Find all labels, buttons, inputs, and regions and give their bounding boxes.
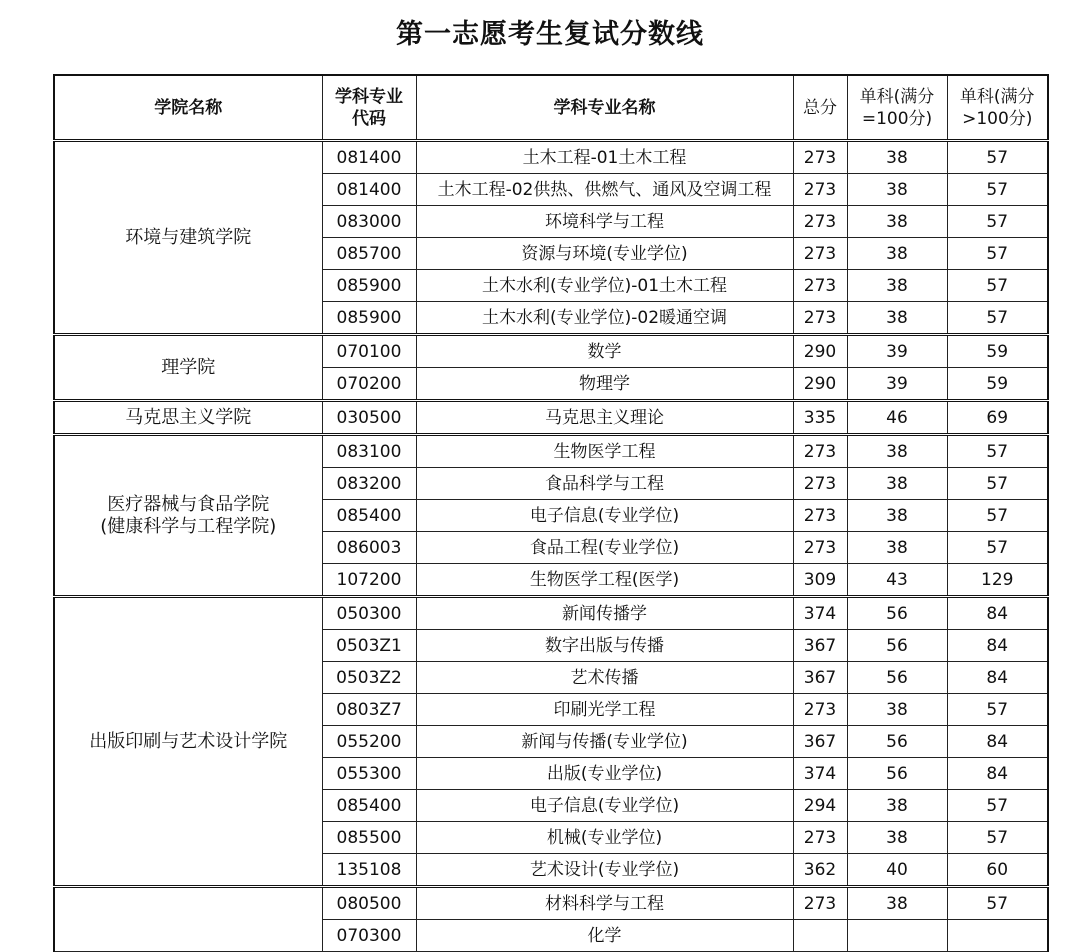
single-over-100-score-cell: 84 <box>947 662 1048 694</box>
single-over-100-score-cell: 59 <box>947 335 1048 368</box>
major-code-cell: 070300 <box>322 920 416 952</box>
single-over-100-score-cell: 57 <box>947 468 1048 500</box>
major-name-cell: 新闻传播学 <box>416 597 793 630</box>
total-score-cell: 273 <box>793 435 847 468</box>
total-score-cell: 273 <box>793 302 847 335</box>
total-score-cell: 273 <box>793 500 847 532</box>
single-over-100-score-cell: 129 <box>947 564 1048 597</box>
single-over-100-score-cell: 69 <box>947 401 1048 435</box>
single-over-100-score-cell: 57 <box>947 435 1048 468</box>
major-name-cell: 土木工程-02供热、供燃气、通风及空调工程 <box>416 174 793 206</box>
major-name-cell: 食品科学与工程 <box>416 468 793 500</box>
major-name-cell: 资源与环境(专业学位) <box>416 238 793 270</box>
major-name-cell: 物理学 <box>416 368 793 401</box>
single-100-score-cell: 38 <box>847 532 947 564</box>
college-name-cell <box>54 335 322 401</box>
major-name-cell: 土木水利(专业学位)-01土木工程 <box>416 270 793 302</box>
table-row <box>54 401 1048 435</box>
major-code-cell: 0503Z2 <box>322 662 416 694</box>
college-name-cell <box>54 401 322 435</box>
single-100-score-cell: 38 <box>847 887 947 920</box>
total-score-cell: 374 <box>793 597 847 630</box>
single-100-score-cell: 40 <box>847 854 947 887</box>
total-score-cell: 309 <box>793 564 847 597</box>
major-name-cell: 生物医学工程(医学) <box>416 564 793 597</box>
major-name-cell: 数学 <box>416 335 793 368</box>
total-score-cell: 367 <box>793 630 847 662</box>
major-code-cell: 135108 <box>322 854 416 887</box>
major-code-cell: 080500 <box>322 887 416 920</box>
total-score-cell: 273 <box>793 694 847 726</box>
total-score-cell: 367 <box>793 726 847 758</box>
single-over-100-score-cell: 57 <box>947 174 1048 206</box>
total-score-cell: 273 <box>793 532 847 564</box>
major-code-cell: 085400 <box>322 500 416 532</box>
total-score-cell: 335 <box>793 401 847 435</box>
major-code-cell: 0503Z1 <box>322 630 416 662</box>
college-name-cell <box>54 597 322 887</box>
major-name-cell: 出版(专业学位) <box>416 758 793 790</box>
single-100-score-cell: 38 <box>847 238 947 270</box>
major-name-cell: 食品工程(专业学位) <box>416 532 793 564</box>
major-name-cell: 电子信息(专业学位) <box>416 790 793 822</box>
single-100-score-cell: 38 <box>847 822 947 854</box>
single-100-score-cell: 38 <box>847 174 947 206</box>
major-code-cell: 085500 <box>322 822 416 854</box>
college-name-line: 理学院 <box>161 356 216 378</box>
single-over-100-score-cell <box>947 920 1048 952</box>
total-score-cell <box>793 920 847 952</box>
major-code-cell: 070200 <box>322 368 416 401</box>
single-100-score-cell: 56 <box>847 662 947 694</box>
total-score-cell: 273 <box>793 206 847 238</box>
single-over-100-score-cell: 57 <box>947 694 1048 726</box>
single-100-score-cell: 38 <box>847 790 947 822</box>
total-score-cell: 294 <box>793 790 847 822</box>
single-over-100-score-cell: 57 <box>947 206 1048 238</box>
major-name-cell: 化学 <box>416 920 793 952</box>
table-body <box>54 141 1048 952</box>
single-over-100-score-cell: 57 <box>947 790 1048 822</box>
college-name-line: 环境与建筑学院 <box>125 226 252 248</box>
total-score-cell: 362 <box>793 854 847 887</box>
college-name-cell <box>54 141 322 335</box>
single-over-100-score-cell: 57 <box>947 532 1048 564</box>
major-name-cell: 土木水利(专业学位)-02暖通空调 <box>416 302 793 335</box>
total-score-cell: 374 <box>793 758 847 790</box>
single-over-100-score-cell: 84 <box>947 758 1048 790</box>
single-100-score-cell: 38 <box>847 694 947 726</box>
header-single-100-line1: 单科(满分 <box>859 86 935 107</box>
college-name-cell <box>54 887 322 952</box>
major-name-cell: 环境科学与工程 <box>416 206 793 238</box>
major-name-cell: 材料科学与工程 <box>416 887 793 920</box>
single-100-score-cell: 38 <box>847 270 947 302</box>
total-score-cell: 273 <box>793 468 847 500</box>
major-name-cell: 数字出版与传播 <box>416 630 793 662</box>
single-100-score-cell: 43 <box>847 564 947 597</box>
single-over-100-score-cell: 57 <box>947 141 1048 174</box>
major-code-cell: 055300 <box>322 758 416 790</box>
major-name-cell: 印刷光学工程 <box>416 694 793 726</box>
header-name: 学科专业名称 <box>416 75 793 141</box>
major-code-cell: 083000 <box>322 206 416 238</box>
major-name-cell: 生物医学工程 <box>416 435 793 468</box>
total-score-cell: 290 <box>793 335 847 368</box>
table-row <box>54 335 1048 368</box>
total-score-cell: 273 <box>793 887 847 920</box>
single-over-100-score-cell: 57 <box>947 238 1048 270</box>
single-over-100-score-cell: 57 <box>947 500 1048 532</box>
college-name-line: 出版印刷与艺术设计学院 <box>89 730 288 752</box>
major-code-cell: 030500 <box>322 401 416 435</box>
header-single-100 <box>847 75 947 141</box>
single-over-100-score-cell: 57 <box>947 270 1048 302</box>
single-over-100-score-cell: 57 <box>947 822 1048 854</box>
single-over-100-score-cell: 59 <box>947 368 1048 401</box>
single-100-score-cell: 56 <box>847 758 947 790</box>
single-100-score-cell: 56 <box>847 597 947 630</box>
major-name-cell: 马克思主义理论 <box>416 401 793 435</box>
table-row <box>54 887 1048 920</box>
major-code-cell: 083200 <box>322 468 416 500</box>
major-code-cell: 081400 <box>322 141 416 174</box>
total-score-cell: 273 <box>793 174 847 206</box>
total-score-cell: 273 <box>793 141 847 174</box>
header-college: 学院名称 <box>54 75 322 141</box>
major-name-cell: 机械(专业学位) <box>416 822 793 854</box>
major-code-cell: 085900 <box>322 302 416 335</box>
total-score-cell: 273 <box>793 270 847 302</box>
header-single-over-line2: >100分) <box>962 108 1033 129</box>
major-code-cell: 086003 <box>322 532 416 564</box>
single-over-100-score-cell: 84 <box>947 630 1048 662</box>
header-single-over-line1: 单科(满分 <box>959 86 1035 107</box>
total-score-cell: 273 <box>793 822 847 854</box>
total-score-cell: 273 <box>793 238 847 270</box>
single-100-score-cell: 38 <box>847 500 947 532</box>
single-100-score-cell <box>847 920 947 952</box>
major-code-cell: 085400 <box>322 790 416 822</box>
single-100-score-cell: 38 <box>847 206 947 238</box>
single-100-score-cell: 39 <box>847 368 947 401</box>
college-name-line: 医疗器械与食品学院 <box>107 493 270 515</box>
single-over-100-score-cell: 84 <box>947 597 1048 630</box>
single-100-score-cell: 38 <box>847 141 947 174</box>
single-100-score-cell: 56 <box>847 726 947 758</box>
table-row <box>54 597 1048 630</box>
major-code-cell: 085700 <box>322 238 416 270</box>
major-code-cell: 0803Z7 <box>322 694 416 726</box>
college-name-line: 马克思主义学院 <box>125 406 252 428</box>
college-name-line: (健康科学与工程学院) <box>100 515 277 537</box>
single-over-100-score-cell: 84 <box>947 726 1048 758</box>
major-code-cell: 085900 <box>322 270 416 302</box>
major-code-cell: 081400 <box>322 174 416 206</box>
cutoff-table-container <box>53 74 1047 952</box>
total-score-cell: 367 <box>793 662 847 694</box>
single-over-100-score-cell: 60 <box>947 854 1048 887</box>
table-row <box>54 141 1048 174</box>
major-name-cell: 新闻与传播(专业学位) <box>416 726 793 758</box>
page-title: 第一志愿考生复试分数线 <box>396 19 704 50</box>
major-code-cell: 083100 <box>322 435 416 468</box>
single-100-score-cell: 46 <box>847 401 947 435</box>
major-code-cell: 055200 <box>322 726 416 758</box>
single-100-score-cell: 38 <box>847 468 947 500</box>
major-code-cell: 107200 <box>322 564 416 597</box>
header-total: 总分 <box>793 75 847 141</box>
table-row <box>54 435 1048 468</box>
single-100-score-cell: 56 <box>847 630 947 662</box>
major-name-cell: 艺术传播 <box>416 662 793 694</box>
table-header-row <box>54 75 1048 141</box>
single-over-100-score-cell: 57 <box>947 887 1048 920</box>
header-code <box>322 75 416 141</box>
major-name-cell: 电子信息(专业学位) <box>416 500 793 532</box>
single-100-score-cell: 39 <box>847 335 947 368</box>
total-score-cell: 290 <box>793 368 847 401</box>
major-code-cell: 050300 <box>322 597 416 630</box>
header-code-line1: 学科专业 <box>335 86 403 107</box>
single-100-score-cell: 38 <box>847 435 947 468</box>
single-100-score-cell: 38 <box>847 302 947 335</box>
header-single-over-100 <box>947 75 1048 141</box>
major-code-cell: 070100 <box>322 335 416 368</box>
single-over-100-score-cell: 57 <box>947 302 1048 335</box>
major-name-cell: 艺术设计(专业学位) <box>416 854 793 887</box>
major-name-cell: 土木工程-01土木工程 <box>416 141 793 174</box>
header-single-100-line2: =100分) <box>861 108 933 129</box>
college-name-cell <box>54 435 322 597</box>
header-code-line2: 代码 <box>352 108 386 129</box>
cutoff-table <box>53 74 1049 952</box>
